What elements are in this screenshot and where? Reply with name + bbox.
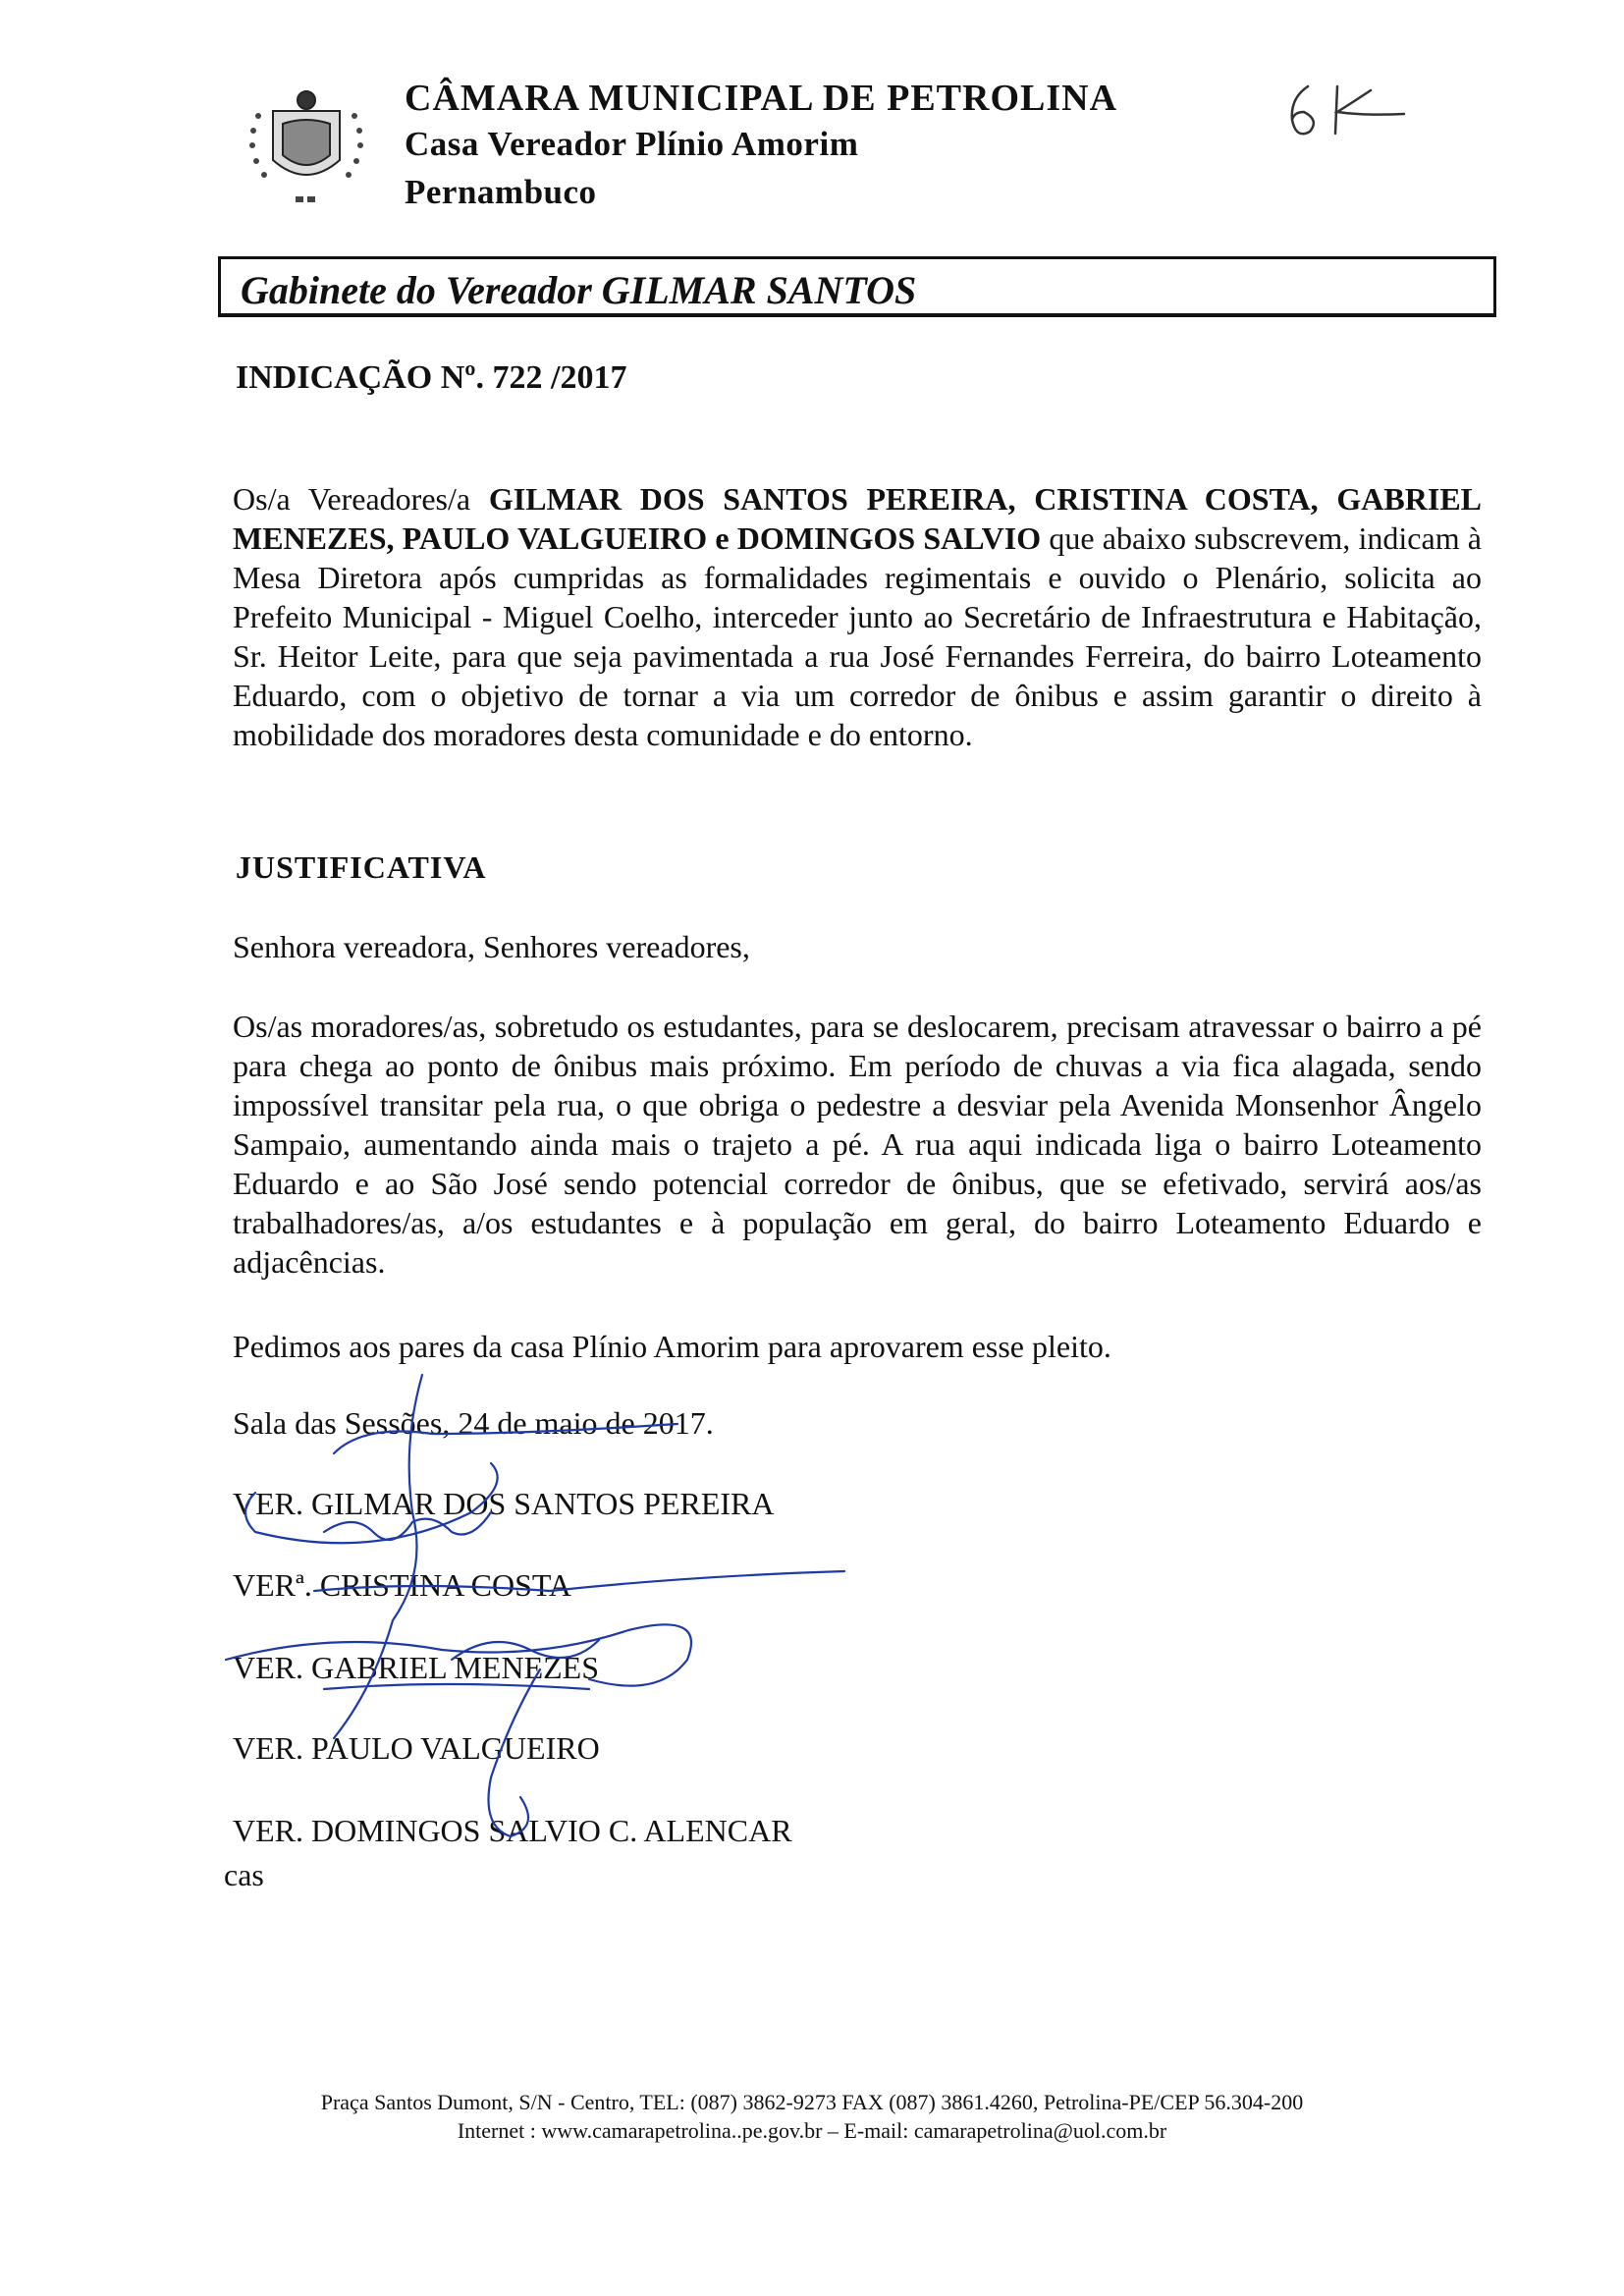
closing-text: Pedimos aos pares da casa Plínio Amorim para aprovarem esse pleito.: [233, 1329, 1111, 1364]
cabinet-box: [218, 256, 1496, 317]
signatory-line: VER. PAULO VALGUEIRO: [233, 1730, 600, 1766]
body-names: GILMAR DOS SANTOS PEREIRA, CRISTINA COSTA, GABRIEL MENEZES, PAULO VALGUEIRO e DOMINGOS SALVIO: [233, 481, 1483, 556]
house-name: Casa Vereador Plínio Amorim: [405, 125, 859, 163]
footer-contact: Internet : www.camarapetrolina..pe.gov.br – E-mail: camarapetrolina@uol.com.br: [457, 2118, 1167, 2143]
municipal-crest-icon: [239, 77, 374, 212]
document-title: INDICAÇÃO Nº. 722 /2017: [236, 359, 627, 396]
body-intro: Os/a Vereadores/a: [233, 481, 489, 517]
justification-text: Os/as moradores/as, sobretudo os estudantes, para se deslocarem, precisam atravessar o bairro a pé para chega ao ponto de ônibus mais próximo. Em período de chuvas a via fica alagada, sendo impossível transitar pela rua, o que obriga o pedestre a desviar pela Avenida Monsenhor Ângelo Sampaio, aumentando ainda mais o trajeto a pé. A rua aqui indicada liga o bairro Loteamento Eduardo e ao São José sendo potencial corredor de ônibus, que se efetivado, servirá aos/as trabalhadores/as, a/os estudantes e à população em geral, do bairro Loteamento Eduardo e adjacências.: [233, 1009, 1482, 1280]
salutation: Senhora vereadora, Senhores vereadores,: [233, 929, 750, 964]
signatory-line: VER. GILMAR DOS SANTOS PEREIRA: [233, 1486, 775, 1521]
typist-initials: cas: [224, 1857, 264, 1892]
state-name: Pernambuco: [405, 173, 597, 211]
signatory-line: VERª. CRISTINA COSTA: [233, 1567, 571, 1603]
footer-address: Praça Santos Dumont, S/N - Centro, TEL: (087) 3862-9273 FAX (087) 3861.4260, Petrolina-PE/CEP 56.304-200: [320, 2090, 1304, 2114]
indication-body: [233, 479, 1482, 754]
body-rest: que abaixo subscrevem, indicam à Mesa Diretora após cumpridas as formalidades regimentais e ouvido o Plenário, solicita ao Prefeito Municipal - Miguel Coelho, interceder junto ao Secretário de Infraestrutura e Habitação, Sr. Heitor Leite, para que seja pavimentada a rua José Fernandes Ferreira, do bairro Loteamento Eduardo, com o objetivo de tornar a via um corredor de ônibus e assim garantir o direito à mobilidade dos moradores desta comunidade e do entorno.: [233, 520, 1483, 752]
signatory-line: VER. DOMINGOS SALVIO C. ALENCAR: [233, 1813, 792, 1848]
cabinet-title: Gabinete do Vereador GILMAR SANTOS: [241, 268, 917, 312]
justification-heading: JUSTIFICATIVA: [236, 849, 487, 885]
date-line: Sala das Sessões, 24 de maio de 2017.: [233, 1405, 714, 1441]
institution-name: CÂMARA MUNICIPAL DE PETROLINA: [405, 78, 1118, 119]
handwritten-mark: [1276, 69, 1424, 147]
signatory-line: VER. GABRIEL MENEZES: [233, 1650, 600, 1685]
